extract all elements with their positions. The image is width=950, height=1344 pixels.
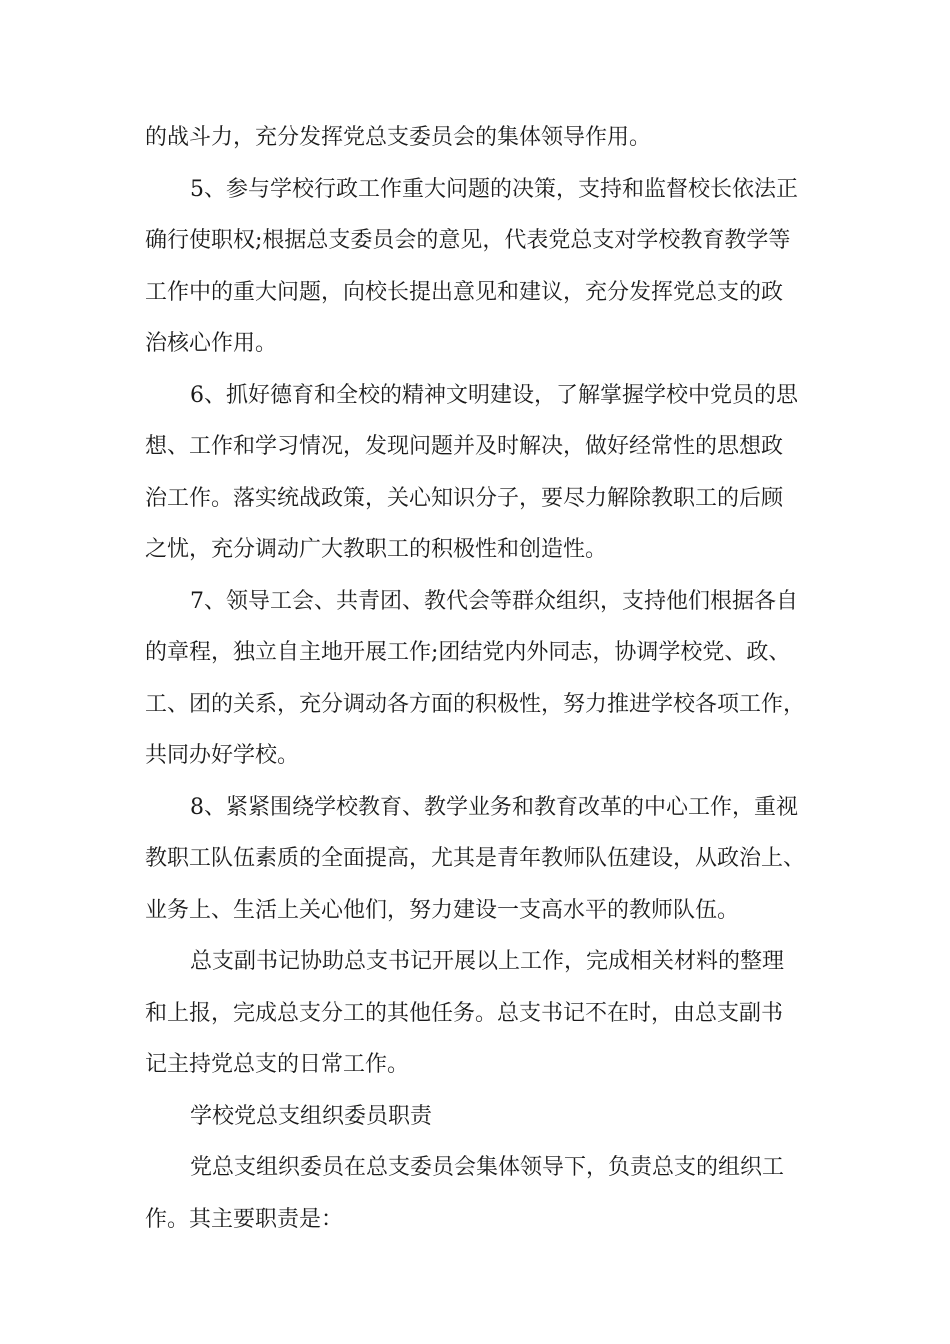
- text-line: 工作中的重大问题，向校长提出意见和建议，充分发挥党总支的政: [145, 280, 784, 305]
- text-line: 8、紧紧围绕学校教育、教学业务和教育改革的中心工作，重视: [190, 795, 798, 820]
- text-line: 确行使职权;根据总支委员会的意见，代表党总支对学校教育教学等: [145, 228, 791, 253]
- text-line: 和上报，完成总支分工的其他任务。总支书记不在时，由总支副书: [145, 1001, 784, 1026]
- text-line: 记主持党总支的日常工作。: [145, 1052, 410, 1077]
- text-line: 的章程，独立自主地开展工作;团结党内外同志，协调学校党、政、: [145, 640, 791, 665]
- text-line: 6、抓好德育和全校的精神文明建设，了解掌握学校中党员的思: [190, 383, 798, 408]
- text-line: 党总支组织委员在总支委员会集体领导下，负责总支的组织工: [190, 1155, 785, 1180]
- text-line: 的战斗力，充分发挥党总支委员会的集体领导作用。: [145, 125, 652, 150]
- text-line: 之忧，充分调动广大教职工的积极性和创造性。: [145, 537, 608, 562]
- text-line: 治工作。落实统战政策，关心知识分子，要尽力解除教职工的后顾: [145, 486, 784, 511]
- text-line: 7、领导工会、共青团、教代会等群众组织，支持他们根据各自: [190, 589, 798, 614]
- text-line: 想、工作和学习情况，发现问题并及时解决，做好经常性的思想政: [145, 434, 784, 459]
- text-line: 作。其主要职责是：: [145, 1207, 344, 1232]
- text-line: 工、团的关系，充分调动各方面的积极性，努力推进学校各项工作，: [145, 692, 806, 717]
- text-line: 教职工队伍素质的全面提高，尤其是青年教师队伍建设，从政治上、: [145, 846, 806, 871]
- text-line: 业务上、生活上关心他们，努力建设一支高水平的教师队伍。: [145, 898, 740, 923]
- text-line: 总支副书记协助总支书记开展以上工作，完成相关材料的整理: [190, 949, 785, 974]
- text-line: 5、参与学校行政工作重大问题的决策，支持和监督校长依法正: [190, 177, 798, 202]
- section-heading: 学校党总支组织委员职责: [190, 1104, 433, 1129]
- text-line: 治核心作用。: [145, 331, 278, 356]
- text-line: 共同办好学校。: [145, 743, 300, 768]
